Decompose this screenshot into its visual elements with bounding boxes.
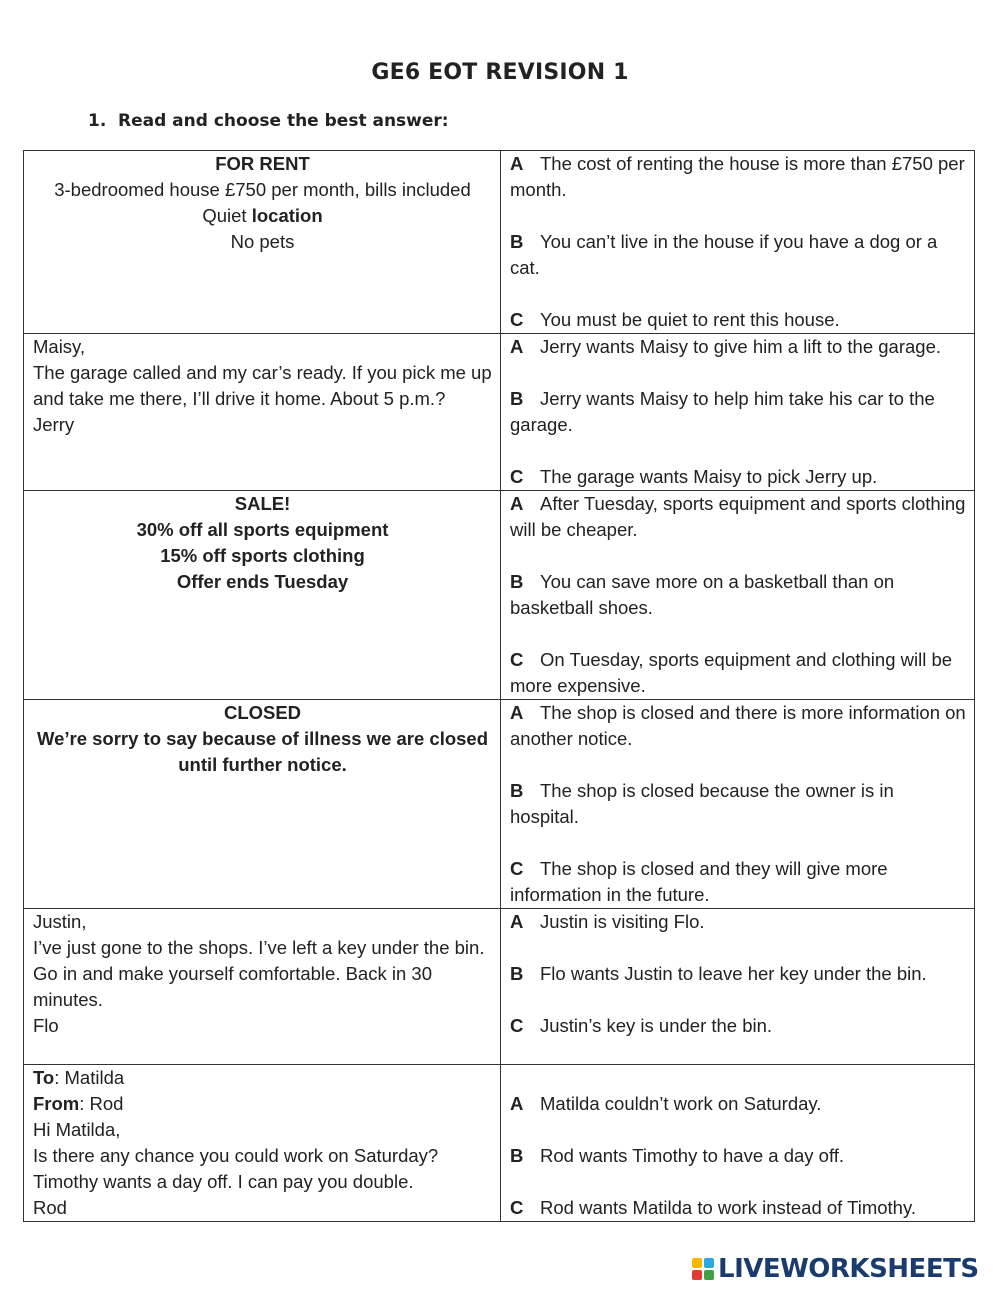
answer-option-b[interactable]: B Jerry wants Maisy to help him take his car to the garage. bbox=[510, 388, 935, 435]
notice-line: To: Matilda bbox=[33, 1067, 125, 1088]
table-row bbox=[24, 151, 975, 334]
answer-option-a[interactable]: A Matilda couldn’t work on Saturday. bbox=[510, 1093, 822, 1114]
options-cell bbox=[501, 1065, 975, 1222]
answer-option-c[interactable]: C On Tuesday, sports equipment and clothing will be more expensive. bbox=[510, 649, 953, 696]
notice-heading: CLOSED bbox=[223, 702, 302, 723]
notice-line: 30% off all sports equipment bbox=[136, 519, 389, 540]
notice-cell bbox=[24, 491, 501, 700]
notice-cell bbox=[24, 151, 501, 334]
notice-cell bbox=[24, 1065, 501, 1222]
logo-icon bbox=[692, 1258, 714, 1280]
notice-line: Maisy, bbox=[33, 336, 86, 357]
answer-option-a[interactable]: A The cost of renting the house is more than £750 per month. bbox=[510, 153, 965, 200]
worksheet-title: GE6 EOT REVISION 1 bbox=[371, 60, 629, 85]
table-row bbox=[24, 334, 975, 491]
answer-option-a[interactable]: A The shop is closed and there is more information on another notice. bbox=[510, 702, 966, 749]
options-cell bbox=[501, 334, 975, 491]
options-cell bbox=[501, 909, 975, 1065]
notice-line: I’ve just gone to the shops. I’ve left a key under the bin. Go in and make yourself comfortable. Back in 30 minutes. bbox=[33, 937, 485, 1010]
notice-line: Hi Matilda, bbox=[33, 1119, 121, 1140]
notice-line: From: Rod bbox=[33, 1093, 124, 1114]
notice-line: Rod bbox=[33, 1197, 67, 1218]
notice-line: Flo bbox=[33, 1015, 59, 1036]
questions-table bbox=[23, 150, 975, 1222]
notice-line: Offer ends Tuesday bbox=[176, 571, 349, 592]
liveworksheets-logo bbox=[692, 1254, 979, 1284]
notice-line: 15% off sports clothing bbox=[160, 545, 365, 566]
table-row bbox=[24, 700, 975, 909]
notice-line: Justin, bbox=[33, 911, 87, 932]
notice-line: Is there any chance you could work on Saturday? Timothy wants a day off. I can pay you double. bbox=[33, 1145, 439, 1192]
notice-line: Jerry bbox=[33, 414, 75, 435]
notice-line: The garage called and my car’s ready. If you pick me up and take me there, I’ll drive it home. About 5 p.m.? bbox=[33, 362, 492, 409]
notice-line: Quiet location bbox=[202, 205, 323, 226]
answer-option-c[interactable]: C The garage wants Maisy to pick Jerry up. bbox=[510, 466, 878, 487]
answer-option-c[interactable]: C The shop is closed and they will give more information in the future. bbox=[510, 858, 888, 905]
options-cell bbox=[501, 700, 975, 909]
notice-line: 3-bedroomed house £750 per month, bills included bbox=[54, 179, 471, 200]
notice-heading: FOR RENT bbox=[215, 153, 310, 174]
answer-option-c[interactable]: C Rod wants Matilda to work instead of Timothy. bbox=[510, 1197, 916, 1218]
options-cell bbox=[501, 491, 975, 700]
notice-heading: SALE! bbox=[234, 493, 291, 514]
answer-option-b[interactable]: B The shop is closed because the owner is in hospital. bbox=[510, 780, 894, 827]
notice-line: We’re sorry to say because of illness we are closed until further notice. bbox=[36, 728, 489, 775]
notice-cell bbox=[24, 909, 501, 1065]
table-row bbox=[24, 491, 975, 700]
question-number: 1. bbox=[88, 111, 107, 131]
table-row bbox=[24, 1065, 975, 1222]
notice-cell bbox=[24, 334, 501, 491]
notice-line: No pets bbox=[230, 231, 295, 252]
answer-option-c[interactable]: C You must be quiet to rent this house. bbox=[510, 309, 840, 330]
answer-option-c[interactable]: C Justin’s key is under the bin. bbox=[510, 1015, 773, 1036]
answer-option-b[interactable]: B You can’t live in the house if you have a dog or a cat. bbox=[510, 231, 938, 278]
options-cell bbox=[501, 151, 975, 334]
answer-option-a[interactable]: A Jerry wants Maisy to give him a lift to the garage. bbox=[510, 336, 942, 357]
answer-option-b[interactable]: B Flo wants Justin to leave her key under the bin. bbox=[510, 963, 927, 984]
answer-option-b[interactable]: B Rod wants Timothy to have a day off. bbox=[510, 1145, 845, 1166]
answer-option-a[interactable]: A Justin is visiting Flo. bbox=[510, 911, 705, 932]
notice-cell bbox=[24, 700, 501, 909]
instruction bbox=[88, 111, 449, 131]
answer-option-b[interactable]: B You can save more on a basketball than on basketball shoes. bbox=[510, 571, 895, 618]
answer-option-a[interactable]: A After Tuesday, sports equipment and sports clothing will be cheaper. bbox=[510, 493, 966, 540]
table-row bbox=[24, 909, 975, 1065]
logo-text: LIVEWORKSHEETS bbox=[718, 1254, 979, 1284]
instruction-text: Read and choose the best answer: bbox=[118, 111, 449, 131]
